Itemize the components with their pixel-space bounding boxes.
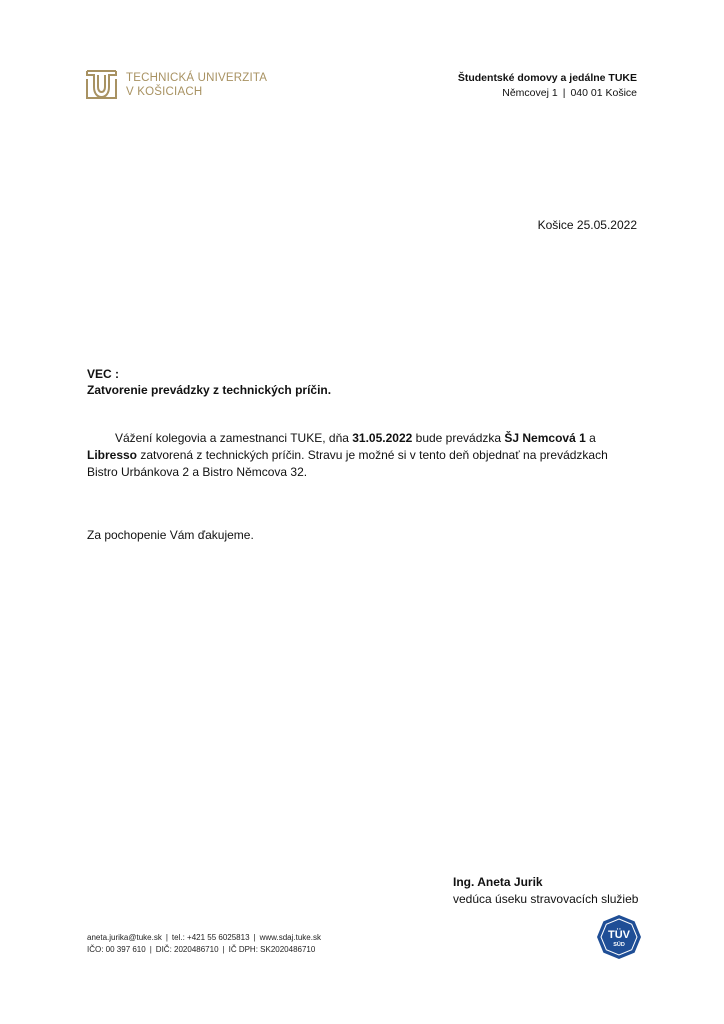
sender-street: Němcovej 1 [502, 87, 558, 99]
tuv-sud-certification-icon [596, 914, 642, 960]
body-paragraph [87, 430, 639, 481]
venue-sj-nemcova: ŠJ Nemcová 1 [504, 431, 586, 445]
closing-line: Za pochopenie Vám ďakujeme. [87, 528, 254, 542]
footer-ico: IČO: 00 397 610 [87, 945, 146, 954]
separator: | [562, 87, 566, 99]
subject-block [87, 366, 331, 398]
footer-icdph: IČ DPH: SK2020486710 [228, 945, 316, 954]
body-text-2: bude prevádzka [412, 431, 505, 445]
footer-web: www.sdaj.tuke.sk [259, 933, 321, 942]
signatory-title: vedúca úseku stravovacích služieb [453, 892, 639, 906]
footer-separator: | [149, 945, 152, 954]
sender-postcode: 040 01 Košice [570, 87, 637, 99]
sud-text: SÜD [613, 942, 625, 948]
footer-dic: DIČ: 2020486710 [155, 945, 219, 954]
footer-line-2 [87, 944, 321, 956]
body-text-3: a [585, 431, 596, 445]
logo-line-1: TECHNICKÁ UNIVERZITA [126, 71, 268, 84]
tuv-sud-certification-badge [596, 914, 642, 965]
subject-label: VEC : [87, 367, 120, 381]
sender-name: Študentské domovy a jedálne TUKE [457, 72, 637, 84]
footer-phone: tel.: +421 55 6025813 [171, 933, 250, 942]
venue-libresso: Libresso [87, 448, 138, 462]
body-text-4: zatvorená z technických príčin. Stravu je možné si v tento deň objednať na prevádzkach Bistro Urbánkova 2 a Bistro Němcova 32. [87, 448, 608, 479]
footer-line-1 [87, 932, 321, 944]
letter-date: Košice 25.05.2022 [537, 218, 637, 232]
footer-email: aneta.jurika@tuke.sk [87, 933, 162, 942]
footer-separator: | [222, 945, 225, 954]
subject-text: Zatvorenie prevádzky z technických príčin. [87, 383, 332, 397]
footer-contact [87, 932, 321, 956]
letter-body [87, 430, 639, 481]
signatory-name: Ing. Aneta Jurik [453, 875, 543, 889]
body-text-1: Vážení kolegovia a zamestnanci TUKE, dňa [115, 431, 353, 445]
signature-block [453, 874, 638, 908]
footer-separator: | [165, 933, 168, 942]
closure-date: 31.05.2022 [352, 431, 413, 445]
logo-line-2: V KOŠICIACH [126, 85, 203, 98]
tuv-text: TÜV [608, 929, 630, 941]
tuke-logo-icon [85, 69, 118, 100]
university-logo [85, 69, 267, 100]
sender-address [458, 71, 637, 101]
footer-separator: | [253, 933, 256, 942]
sender-address-line [458, 86, 637, 101]
